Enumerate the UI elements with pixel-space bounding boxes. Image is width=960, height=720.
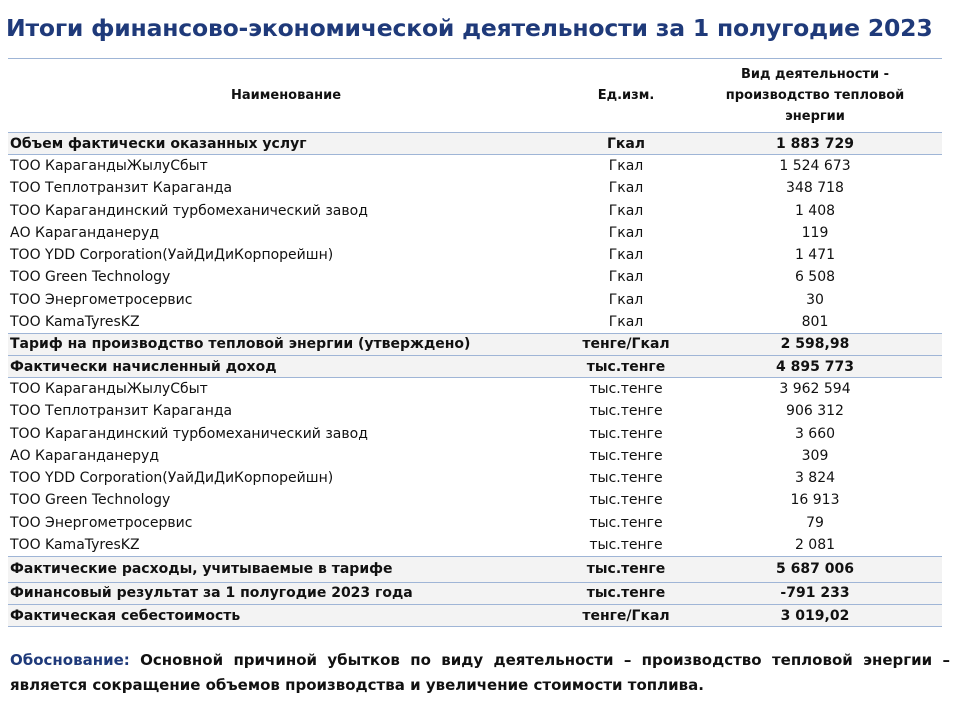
table-row <box>8 244 942 266</box>
row-unit: тенге/Гкал <box>564 604 688 626</box>
row-name: Финансовый результат за 1 полугодие 2023 года <box>8 582 564 604</box>
justification-note <box>10 648 950 698</box>
table-row <box>8 133 942 155</box>
row-unit: Гкал <box>608 291 644 308</box>
row-value: 3 019,02 <box>688 604 942 626</box>
table-row <box>8 445 942 467</box>
row-value: 3 962 594 <box>779 381 851 398</box>
table-row <box>8 582 942 604</box>
row-name: ТОО YDD Corporation(УайДиДиКорпорейшн) <box>10 470 334 487</box>
row-value: 1 408 <box>794 202 836 219</box>
row-value: 309 <box>801 447 829 464</box>
row-name: ТОО YDD Corporation(УайДиДиКорпорейшн) <box>10 247 334 264</box>
row-unit: тыс.тенге <box>564 582 688 604</box>
row-name: ТОО KamaTyresKZ <box>10 536 140 553</box>
header-activity <box>688 59 942 133</box>
row-unit: Гкал <box>608 247 644 264</box>
note-lead: Обоснование: <box>10 651 130 669</box>
row-unit: Гкал <box>608 224 644 241</box>
table-row <box>8 222 942 244</box>
row-value: 1 471 <box>794 247 836 264</box>
row-unit: тенге/Гкал <box>564 333 688 355</box>
row-unit: Гкал <box>564 133 688 155</box>
row-name: ТОО КарагандыЖылуСбыт <box>10 158 208 175</box>
table-row <box>8 467 942 489</box>
table-row <box>8 333 942 355</box>
row-unit: Гкал <box>608 269 644 286</box>
row-name: ТОО Карагандинский турбомеханический завод <box>10 202 368 219</box>
row-value: 30 <box>806 291 824 308</box>
table-row <box>8 422 942 444</box>
row-unit: тыс.тенге <box>589 447 663 464</box>
row-unit: тыс.тенге <box>589 470 663 487</box>
row-name: ТОО КарагандыЖылуСбыт <box>10 381 208 398</box>
row-unit: Гкал <box>608 202 644 219</box>
row-name: ТОО Green Technology <box>10 492 171 509</box>
row-name: Фактически начисленный доход <box>8 355 564 377</box>
row-name: Фактическая себестоимость <box>8 604 564 626</box>
table-row <box>8 199 942 221</box>
table-row <box>8 378 942 400</box>
table-body <box>8 133 942 627</box>
row-value: 801 <box>801 313 829 330</box>
table-row <box>8 311 942 333</box>
table-row <box>8 177 942 199</box>
row-value: 79 <box>806 514 824 531</box>
table-row <box>8 604 942 626</box>
row-value: 4 895 773 <box>688 355 942 377</box>
row-name: ТОО Карагандинский турбомеханический завод <box>10 425 368 442</box>
table-row <box>8 355 942 377</box>
row-name: АО Караганданеруд <box>10 224 159 241</box>
row-name: Объем фактически оказанных услуг <box>8 133 564 155</box>
row-unit: тыс.тенге <box>589 536 663 553</box>
row-value: 1 883 729 <box>688 133 942 155</box>
row-value: 16 913 <box>790 492 840 509</box>
table-row <box>8 400 942 422</box>
table-row <box>8 512 942 534</box>
header-unit: Ед.изм. <box>564 59 688 133</box>
row-value: 119 <box>801 224 829 241</box>
row-name: ТОО Теплотранзит Караганда <box>10 403 233 420</box>
row-value: 3 660 <box>794 425 836 442</box>
row-value: -791 233 <box>688 582 942 604</box>
row-value: 5 687 006 <box>688 556 942 582</box>
row-unit: тыс.тенге <box>564 355 688 377</box>
table-row <box>8 266 942 288</box>
row-unit: Гкал <box>608 180 644 197</box>
row-value: 3 824 <box>794 470 836 487</box>
row-unit: тыс.тенге <box>589 403 663 420</box>
row-name: Фактические расходы, учитываемые в тарифе <box>8 556 564 582</box>
row-value: 906 312 <box>786 403 844 420</box>
row-value: 6 508 <box>794 269 836 286</box>
header-activity-label: Вид деятельности - производство тепловой энергии <box>725 67 905 124</box>
row-unit: Гкал <box>608 313 644 330</box>
table-header-row <box>8 59 942 133</box>
row-name: ТОО Теплотранзит Караганда <box>10 180 233 197</box>
row-unit: тыс.тенге <box>589 514 663 531</box>
row-value: 348 718 <box>786 180 844 197</box>
page-title: Итоги финансово-экономической деятельности за 1 полугодие 2023 <box>6 14 933 42</box>
header-name: Наименование <box>8 59 564 133</box>
row-value: 2 598,98 <box>688 333 942 355</box>
row-name: ТОО Green Technology <box>10 269 171 286</box>
row-name: АО Караганданеруд <box>10 447 159 464</box>
row-value: 2 081 <box>794 536 836 553</box>
table-row <box>8 289 942 311</box>
row-unit: тыс.тенге <box>589 381 663 398</box>
row-unit: тыс.тенге <box>589 492 663 509</box>
row-unit: тыс.тенге <box>589 425 663 442</box>
table-row <box>8 534 942 556</box>
table-row <box>8 489 942 511</box>
row-name: Тариф на производство тепловой энергии (утверждено) <box>8 333 564 355</box>
row-name: ТОО Энергометросервис <box>10 514 193 531</box>
results-table <box>8 58 942 627</box>
row-unit: Гкал <box>608 158 644 175</box>
note-text: Основной причиной убытков по виду деятельности – производство тепловой энергии – является сокращение объемов производства и увеличение стоимости топлива. <box>10 651 950 694</box>
row-name: ТОО KamaTyresKZ <box>10 313 140 330</box>
row-name: ТОО Энергометросервис <box>10 291 193 308</box>
row-unit: тыс.тенге <box>564 556 688 582</box>
table-row <box>8 155 942 177</box>
row-value: 1 524 673 <box>779 158 851 175</box>
table-row <box>8 556 942 582</box>
